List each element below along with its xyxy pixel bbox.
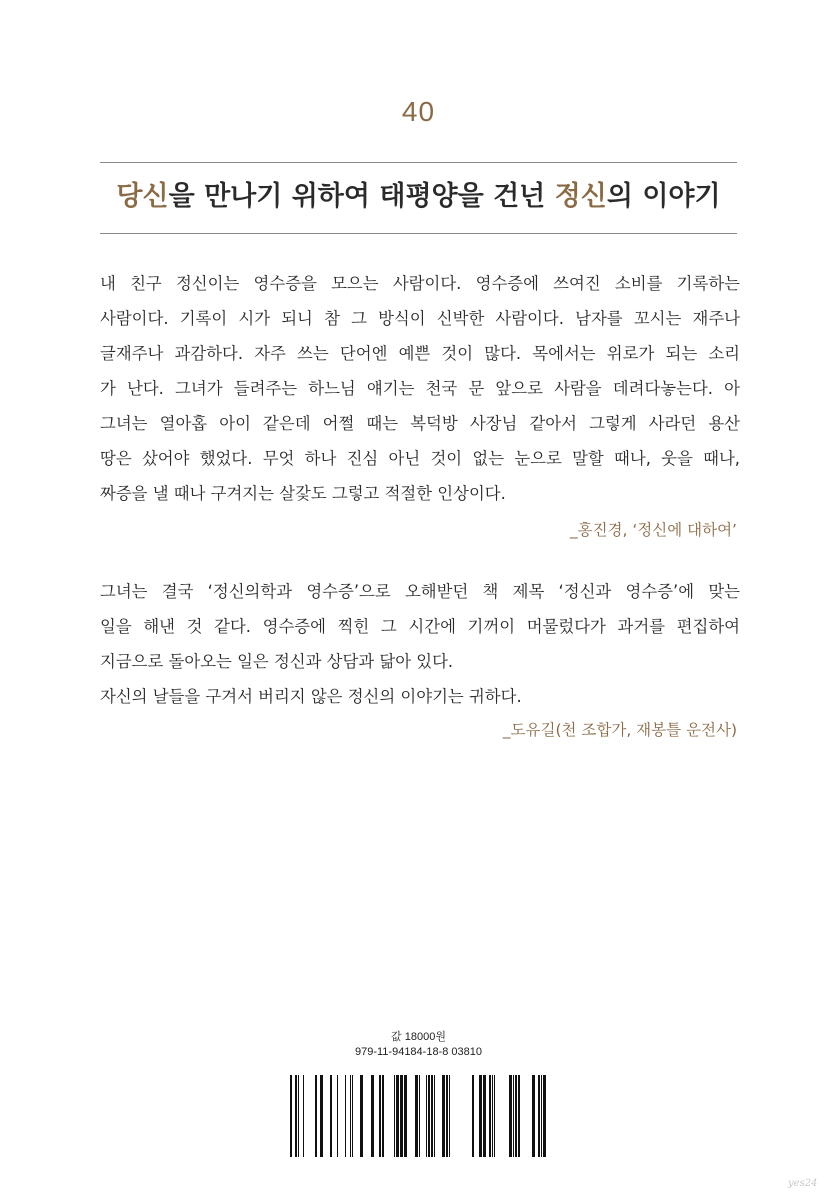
quote-2-line: 일을 해낸 것 같다. 영수증에 찍힌 그 시간에 기꺼이 머물렀다가 과거를 편집하여 [100, 617, 740, 636]
barcode-bar [330, 1075, 332, 1157]
barcode-bar [396, 1075, 399, 1157]
page-title [100, 172, 737, 222]
barcode-bar [350, 1075, 351, 1157]
barcode-bar [483, 1075, 486, 1157]
barcode-bar [404, 1075, 407, 1157]
barcode-bar [446, 1075, 448, 1157]
quote-2-line: 그녀는 결국 ‘정신의학과 영수증’으로 오해받던 책 제목 ‘정신과 영수증’에 맞는 [100, 582, 740, 601]
barcode-main-bars [290, 1075, 450, 1157]
barcode-bar [532, 1075, 535, 1157]
barcode-bar [431, 1075, 433, 1157]
barcode-bar [295, 1075, 297, 1157]
quote-1-line: 그녀는 열아홉 아이 같은데 어쩔 때는 복덕방 사장님 같아서 그렇게 사라던 용산 [100, 414, 740, 433]
quote-1-line: 가 난다. 그녀가 들려주는 하느님 얘기는 천국 문 앞으로 사람을 데려다놓는다. 아 [100, 379, 740, 398]
watermark-logo: yes24 [788, 1178, 818, 1189]
barcode-bar [489, 1075, 491, 1157]
barcode-bar [303, 1075, 304, 1157]
isbn-barcode [288, 1075, 548, 1157]
barcode-bar [415, 1075, 418, 1157]
barcode-bar [352, 1075, 353, 1157]
barcode-bar [382, 1075, 384, 1157]
title-part-1: 당신 [116, 181, 169, 212]
price-label: 값 18000원 [391, 1031, 446, 1043]
barcode-bar [472, 1075, 474, 1157]
barcode-bar [538, 1075, 540, 1157]
title-top-rule [100, 162, 737, 163]
barcode-bar [315, 1075, 317, 1157]
barcode-bar [371, 1075, 374, 1157]
title-part-2: 을 만나기 위하여 태평양을 건넌 [168, 181, 555, 212]
barcode-bar [442, 1075, 445, 1157]
barcode-bar [360, 1075, 363, 1157]
barcode-bar [298, 1075, 299, 1157]
barcode-bar [379, 1075, 381, 1157]
barcode-bar [290, 1075, 292, 1157]
barcode-bar [337, 1075, 338, 1157]
barcode-bar [541, 1075, 542, 1157]
barcode-bar [345, 1075, 346, 1157]
barcode-bar [479, 1075, 482, 1157]
quote-2-line: 지금으로 돌아오는 일은 정신과 상담과 닮아 있다. [100, 652, 454, 671]
barcode-bar [426, 1075, 427, 1157]
barcode-bar [543, 1075, 546, 1157]
quote-2-body [100, 574, 740, 714]
barcode-bar [320, 1075, 323, 1157]
title-part-4: 의 이야기 [606, 181, 721, 212]
title-part-3: 정신 [554, 181, 607, 212]
quote-1-line: 글재주나 과감하다. 자주 쓰는 단어엔 예쁜 것이 많다. 목에서는 위로가 되는 소리 [100, 344, 740, 363]
quote-1-line: 짜증을 낼 때나 구겨지는 살갗도 그렇고 적절한 인상이다. [100, 484, 506, 503]
page-number: 40 [401, 96, 436, 127]
title-bottom-rule [100, 233, 737, 234]
barcode-bar [419, 1075, 420, 1157]
quote-1-attribution: _홍진경, ‘정신에 대하여’ [569, 521, 737, 539]
barcode-bar [513, 1075, 514, 1157]
quote-1-line: 땅은 샀어야 했었다. 무엇 하나 진심 아닌 것이 없는 눈으로 말할 때나, 웃을 때나, [100, 449, 740, 468]
quote-2-attribution: _도유길(천 조합가, 재봉틀 운전사) [502, 721, 737, 739]
isbn-label: 979-11-94184-18-8 03810 [354, 1046, 482, 1058]
quote-1-line: 내 친구 정신이는 영수증을 모으는 사람이다. 영수증에 쓰여진 소비를 기록하는 [100, 274, 740, 293]
barcode-bar [509, 1075, 512, 1157]
barcode-bar [492, 1075, 493, 1157]
barcode-bar [428, 1075, 430, 1157]
barcode-bar [434, 1075, 435, 1157]
barcode-bar [518, 1075, 520, 1157]
barcode-bar [449, 1075, 450, 1157]
barcode-bar [515, 1075, 517, 1157]
barcode-bar [494, 1075, 495, 1157]
quote-1-line: 사람이다. 기록이 시가 되니 참 그 방식이 신박한 사람이다. 남자를 꼬시는 재주나 [100, 309, 740, 328]
barcode-bar [400, 1075, 403, 1157]
barcode-bar [394, 1075, 395, 1157]
barcode-addon-bars [472, 1075, 546, 1157]
quote-1-body [100, 266, 740, 511]
quote-2-line: 자신의 날들을 구겨서 버리지 않은 정신의 이야기는 귀하다. [100, 687, 522, 706]
